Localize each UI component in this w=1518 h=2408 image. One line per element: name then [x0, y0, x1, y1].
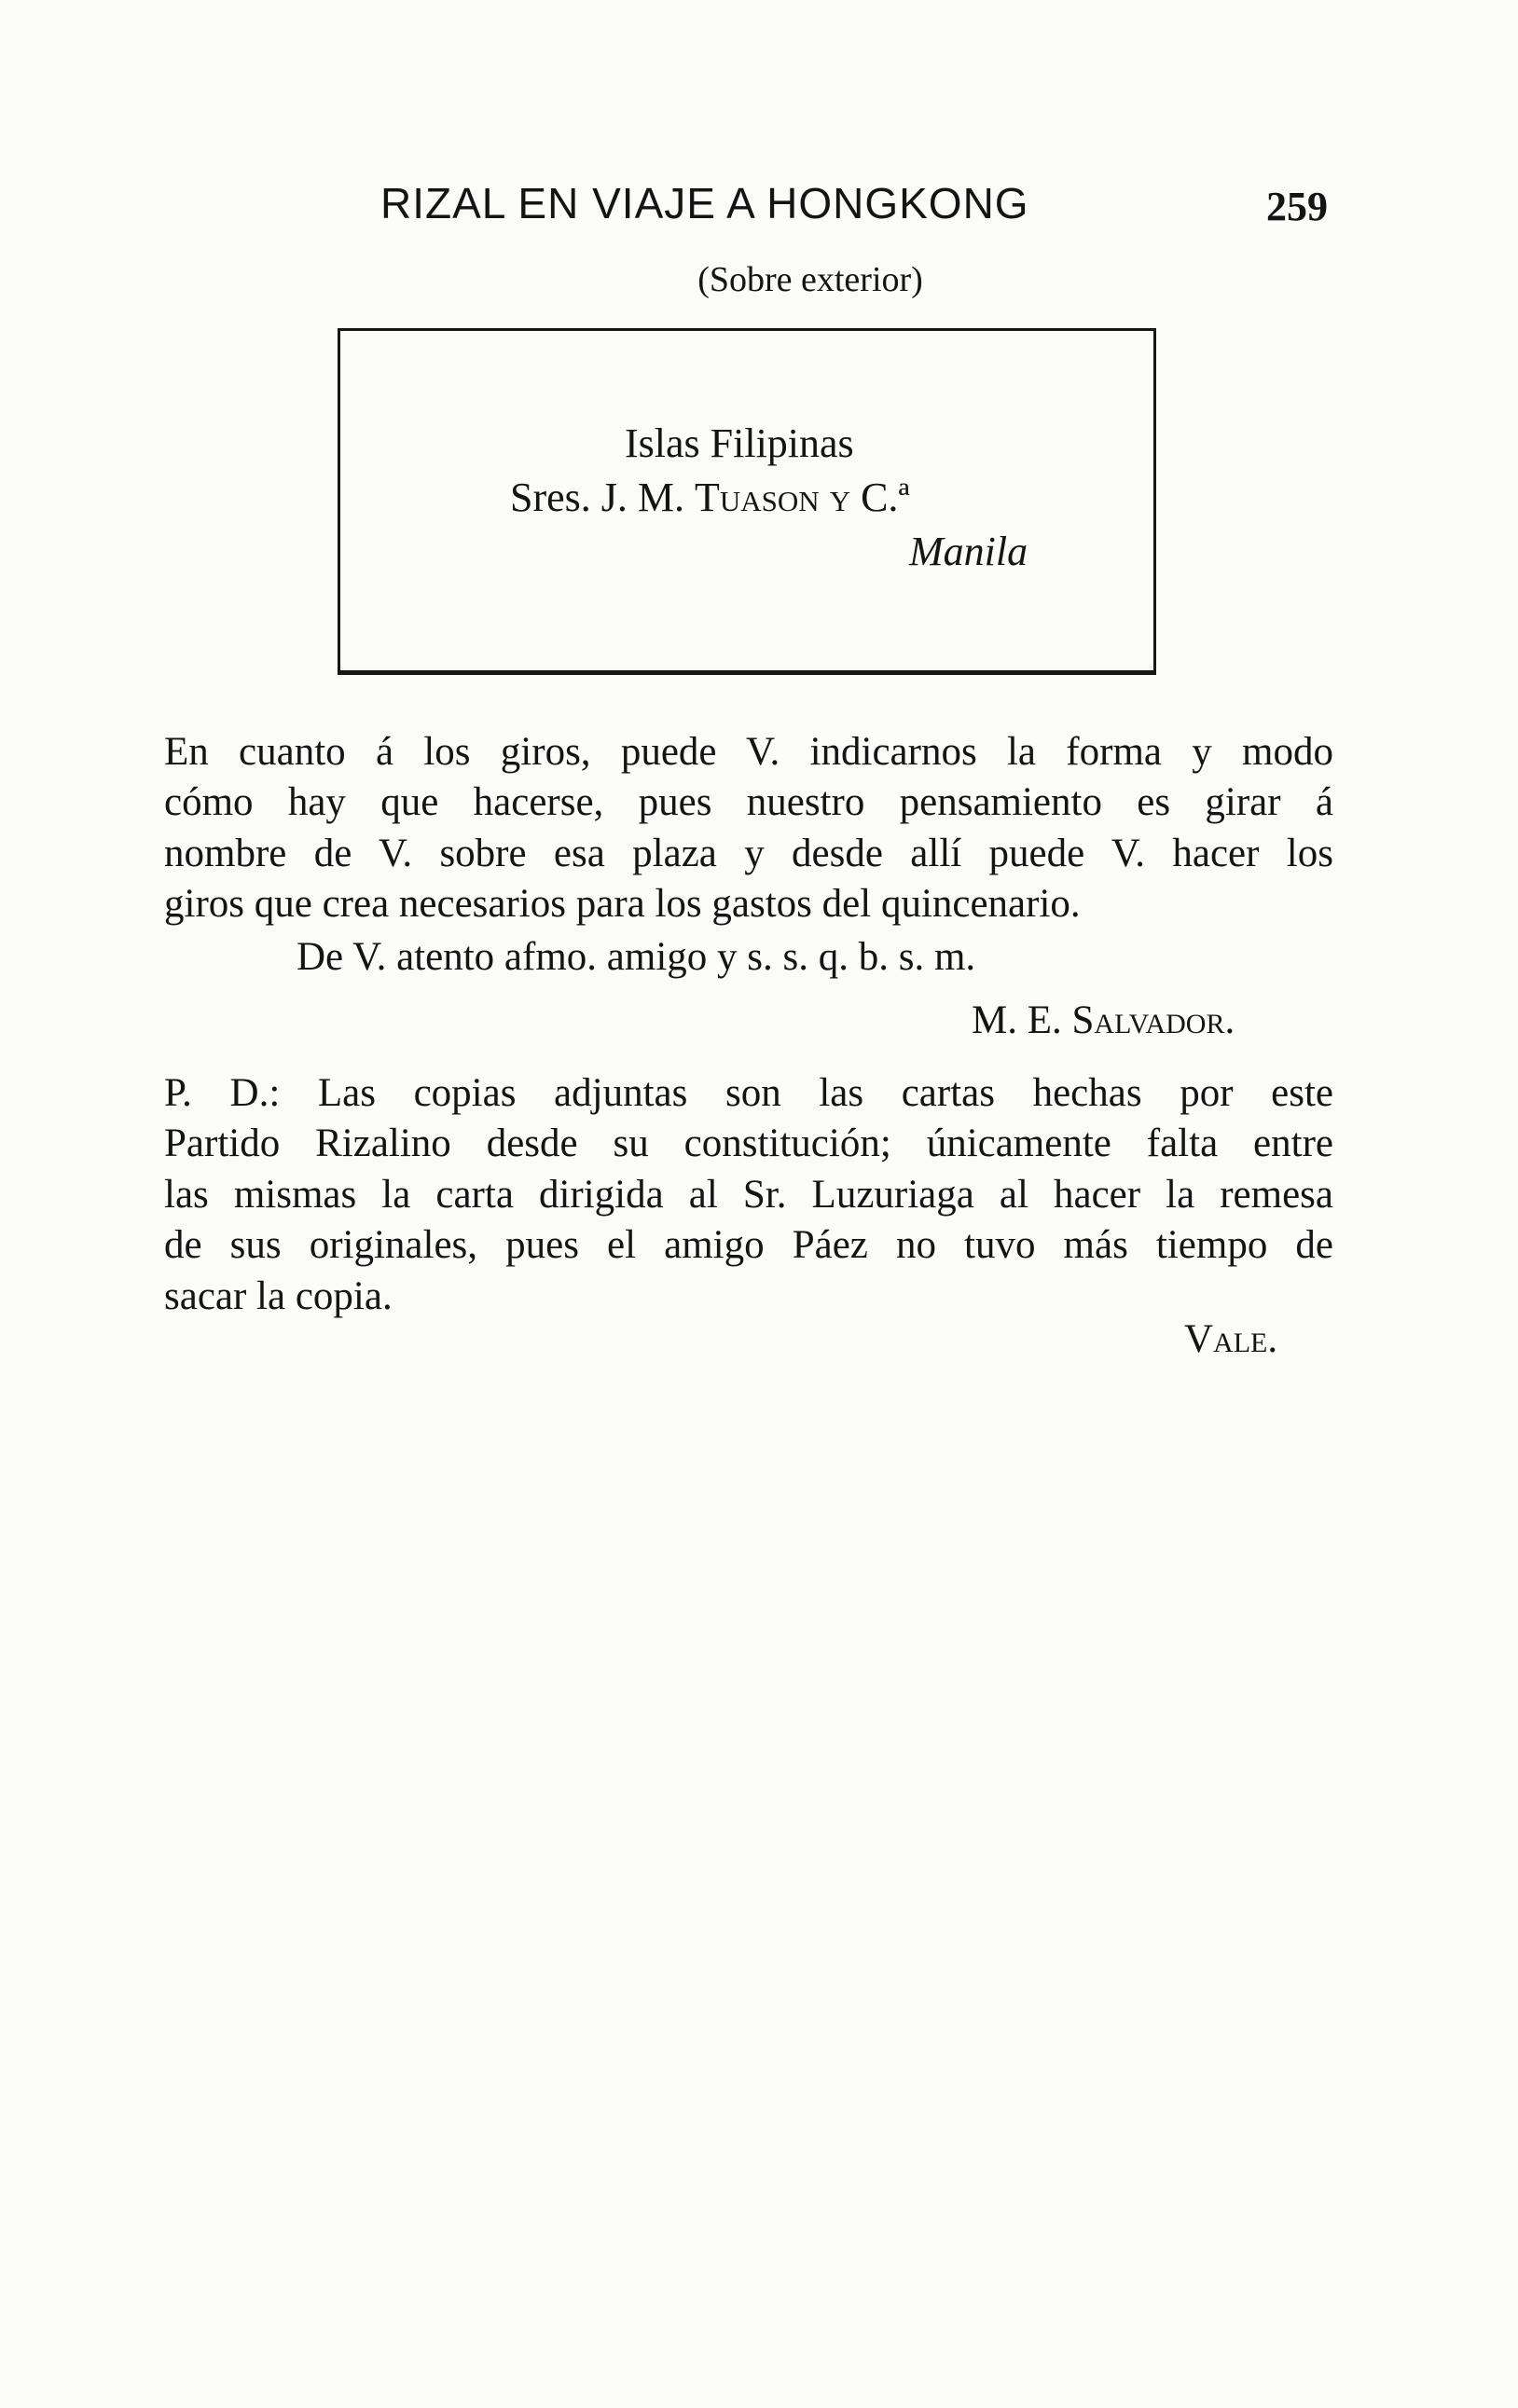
postscript-line: sacar la copia. — [164, 1273, 393, 1318]
envelope-caption: (Sobre exterior) — [697, 260, 923, 299]
paragraph-line: nombre de V. sobre esa plaza y desde allí puede V. hacer los — [164, 831, 1333, 875]
signoff-text: Vale. — [1184, 1317, 1278, 1361]
addressee-name: Tuason y C.ª — [695, 475, 910, 520]
letter-paragraph — [164, 727, 1333, 930]
postscript-line: P. D.: Las copias adjuntas son las cartas hechas por este — [164, 1071, 1333, 1115]
postscript-line: Partido Rizalino desde su constitución; únicamente falta entre — [164, 1121, 1333, 1166]
letter-closing: De V. atento afmo. amigo y s. s. q. b. s. m. — [297, 935, 976, 979]
envelope-addressee — [510, 473, 910, 523]
envelope-city: Manila — [909, 529, 1028, 574]
postscript-line: de sus originales, pues el amigo Páez no tuvo más tiempo de — [164, 1223, 1333, 1268]
paragraph-line: En cuanto á los giros, puede V. indicarnos la forma y modo — [164, 730, 1333, 774]
postscript-paragraph — [164, 1068, 1333, 1322]
postscript-signoff — [1184, 1314, 1277, 1365]
envelope-box — [338, 328, 1156, 675]
paragraph-line: cómo hay que hacerse, pues nuestro pensamiento es girar á — [164, 780, 1333, 825]
signature-initials: M. E. — [972, 998, 1072, 1042]
postscript-line: las mismas la carta dirigida al Sr. Luzuriaga al hacer la remesa — [164, 1172, 1333, 1217]
paragraph-line: giros que crea necesarios para los gastos del quincenario. — [164, 882, 1081, 927]
running-title: RIZAL EN VIAJE A HONGKONG — [380, 179, 1029, 227]
addressee-prefix: Sres. J. M. — [510, 475, 696, 520]
signature-name: Salvador. — [1071, 998, 1235, 1042]
letter-signature — [972, 996, 1235, 1046]
envelope-country: Islas Filipinas — [625, 420, 854, 466]
page-number: 259 — [1266, 184, 1328, 229]
